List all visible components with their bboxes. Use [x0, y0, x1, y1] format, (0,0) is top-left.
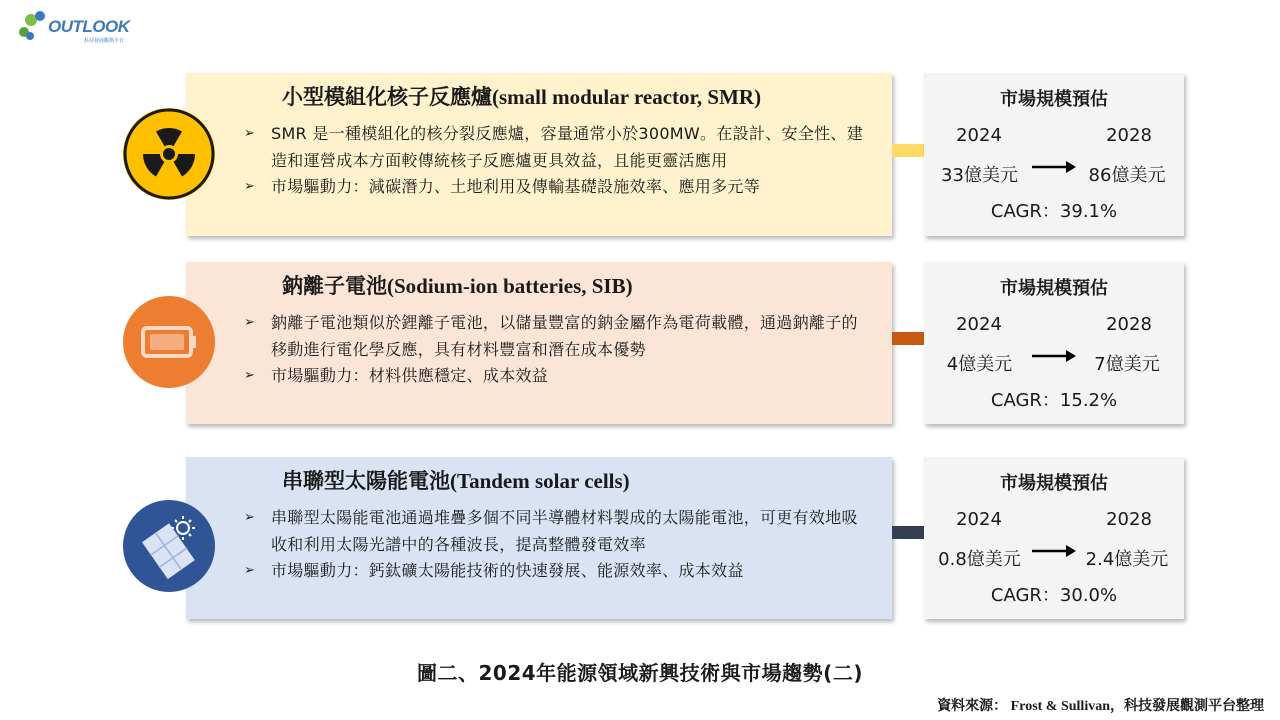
bullet-text: 串聯型太陽能電池通過堆疊多個不同半導體材料製成的太陽能電池，可更有效地吸收和利用太陽光譜中的各種波長，提高整體發電效率 — [271, 508, 858, 554]
market-year-start: 2024 — [956, 125, 1002, 146]
connector-bar — [892, 526, 924, 539]
market-year-start: 2024 — [956, 314, 1002, 335]
tech-card-smr — [186, 73, 892, 236]
arrow-bullet-icon: ➢ — [244, 368, 256, 383]
outlook-logo — [14, 6, 134, 46]
market-cagr: CAGR：39.1% — [990, 201, 1118, 222]
market-year-end: 2028 — [1106, 125, 1152, 146]
arrow-bullet-icon: ➢ — [244, 126, 256, 141]
arrow-right-icon — [1032, 543, 1076, 559]
market-value-start: 33億美元 — [941, 165, 1018, 186]
tech-title: 鈉離子電池(Sodium-ion batteries, SIB) — [282, 274, 633, 298]
connector-bar — [892, 144, 924, 157]
market-value-end: 7億美元 — [1094, 354, 1160, 375]
bullet-item — [244, 363, 874, 390]
tech-bullets — [244, 505, 874, 585]
source-note: 資料來源： Frost & Sullivan，科技發展觀測平台整理 — [937, 699, 1264, 714]
bullet-text: 市場驅動力：鈣鈦礦太陽能技術的快速發展、能源效率、成本效益 — [271, 561, 744, 580]
tech-bullets — [244, 310, 874, 390]
market-value-start: 4億美元 — [946, 354, 1013, 375]
logo-name: OUTLOOK — [48, 17, 130, 36]
bullet-text: SMR 是一種模組化的核分裂反應爐，容量通常小於300MW。在設計、安全性、建造和運營成本方面較傳統核子反應爐更具效益，且能更靈活應用 — [271, 124, 864, 170]
arrow-bullet-icon: ➢ — [244, 179, 256, 194]
bullet-text: 鈉離子電池類似於鋰離子電池，以儲量豐富的鈉金屬作為電荷載體，通過鈉離子的移動進行電化學反應，具有材料豐富和潛在成本優勢 — [271, 313, 858, 359]
market-title: 市場規模預估 — [1000, 473, 1108, 494]
market-title: 市場規模預估 — [1000, 278, 1108, 299]
arrow-bullet-icon: ➢ — [244, 510, 256, 525]
market-year-end: 2028 — [1106, 509, 1152, 530]
market-value-end: 2.4億美元 — [1085, 549, 1169, 570]
tech-bullets — [244, 121, 874, 201]
battery-icon — [123, 296, 215, 388]
market-title: 市場規模預估 — [1000, 89, 1108, 110]
tech-card-sib — [186, 262, 892, 424]
bullet-text: 市場驅動力：減碳潛力、土地利用及傳輸基礎設施效率、應用多元等 — [271, 177, 761, 196]
bullet-item — [244, 121, 874, 174]
logo-tagline: 科技發展觀測平台 — [84, 38, 125, 44]
market-year-start: 2024 — [956, 509, 1002, 530]
radiation-icon — [123, 108, 215, 200]
bullet-item — [244, 310, 874, 363]
solar-panel-icon — [123, 500, 215, 592]
market-cagr: CAGR：30.0% — [990, 585, 1118, 606]
arrow-bullet-icon: ➢ — [244, 563, 256, 578]
market-cagr: CAGR：15.2% — [990, 390, 1118, 411]
tech-card-tsc — [186, 457, 892, 619]
bullet-item — [244, 174, 874, 201]
figure-caption: 圖二、2024年能源領域新興技術與市場趨勢(二) — [417, 661, 863, 685]
tech-title: 小型模組化核子反應爐(small modular reactor, SMR) — [282, 85, 762, 109]
market-value-start: 0.8億美元 — [938, 549, 1021, 570]
arrow-right-icon — [1032, 159, 1076, 175]
market-year-end: 2028 — [1106, 314, 1152, 335]
arrow-right-icon — [1032, 348, 1076, 364]
bullet-item — [244, 505, 874, 558]
bullet-text: 市場驅動力：材料供應穩定、成本效益 — [271, 366, 549, 385]
market-box-sib — [924, 262, 1184, 424]
arrow-bullet-icon: ➢ — [244, 315, 256, 330]
market-value-end: 86億美元 — [1088, 165, 1166, 186]
bullet-item — [244, 558, 874, 585]
connector-bar — [892, 332, 924, 345]
market-box-tsc — [924, 457, 1184, 619]
tech-title: 串聯型太陽能電池(Tandem solar cells) — [282, 469, 630, 493]
market-box-smr — [924, 73, 1184, 236]
